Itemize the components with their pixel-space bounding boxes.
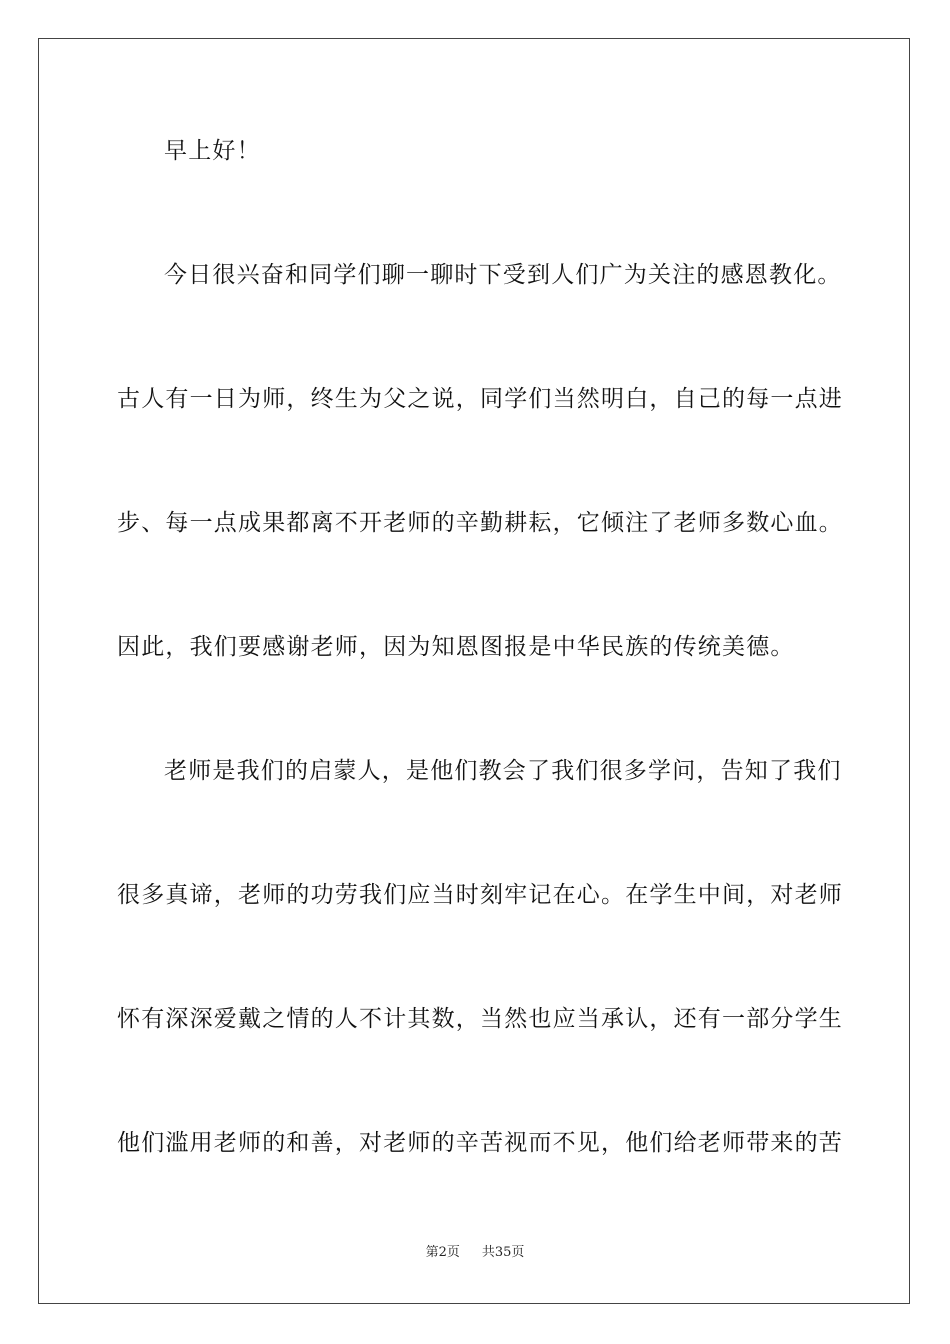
paragraph-line: 步、每一点成果都离不开老师的辛勤耕耘，它倾注了老师多数心血。 <box>117 510 843 536</box>
page-footer <box>0 1244 950 1262</box>
paragraph-line: 很多真谛，老师的功劳我们应当时刻牢记在心。在学生中间，对老师 <box>117 882 843 908</box>
page-border <box>38 38 910 1304</box>
paragraph-line: 今日很兴奋和同学们聊一聊时下受到人们广为关注的感恩教化。 <box>164 262 842 288</box>
paragraph-line: 他们滥用老师的和善，对老师的辛苦视而不见，他们给老师带来的苦 <box>117 1130 843 1156</box>
paragraph-line: 古人有一日为师，终生为父之说，同学们当然明白，自己的每一点进 <box>117 386 843 412</box>
paragraph-line: 老师是我们的启蒙人，是他们教会了我们很多学问，告知了我们 <box>164 758 842 784</box>
greeting-line: 早上好！ <box>164 138 261 164</box>
page-number: 第2页 <box>425 1245 460 1260</box>
paragraph-line: 怀有深深爱戴之情的人不计其数，当然也应当承认，还有一部分学生 <box>117 1006 843 1032</box>
paragraph-line: 因此，我们要感谢老师，因为知恩图报是中华民族的传统美德。 <box>117 634 795 660</box>
page-total: 共35页 <box>481 1245 525 1260</box>
